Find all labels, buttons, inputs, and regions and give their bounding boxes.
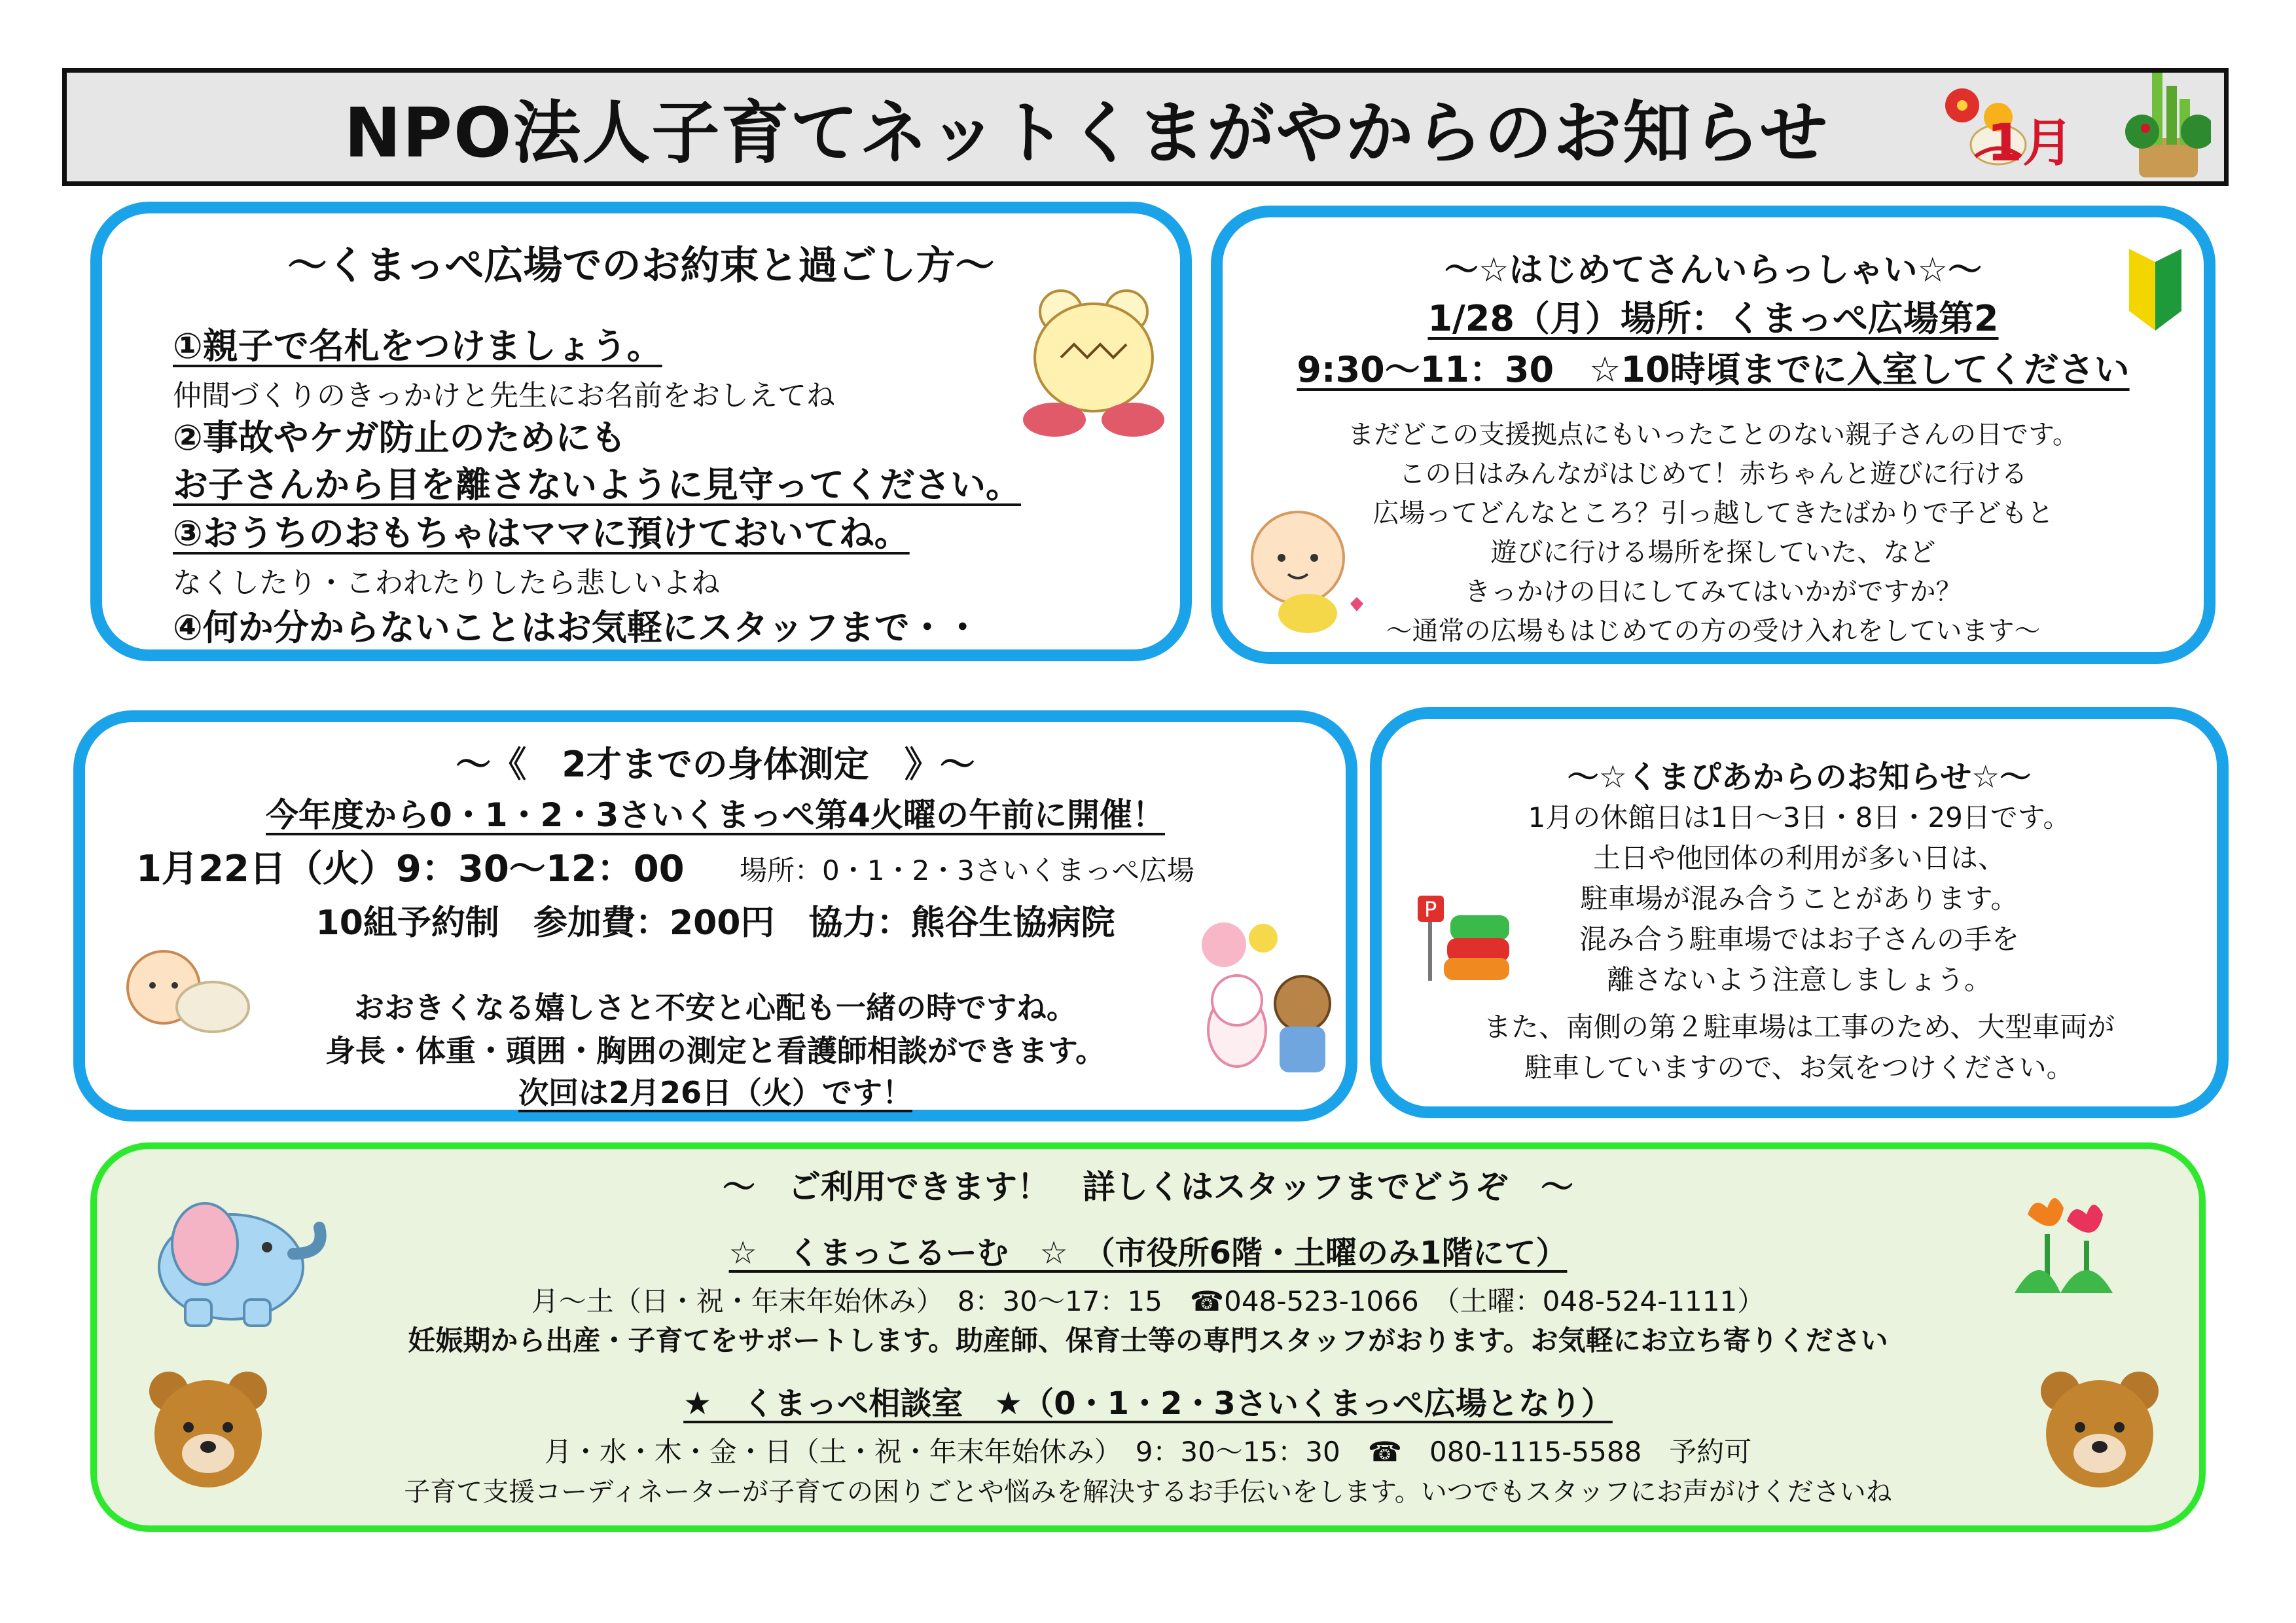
first-timer-body-5: きっかけの日にしてみてはいかがですか？ — [1464, 577, 1962, 607]
measurement-body-1: おおきくなる嬉しさと不安と心配も一緒の時ですね。 — [354, 990, 1077, 1025]
rules-item-3-note: なくしたり・こわれたりしたら悲しいよね — [173, 566, 720, 600]
first-timer-body-4: 遊びに行ける場所を探していた、など — [1490, 538, 1936, 568]
measurement-box — [73, 710, 1357, 1122]
measurement-datetime: 1月22日（火）9：30～12：00 — [136, 848, 685, 890]
month-badge: 1月 — [1986, 114, 2073, 173]
measurement-subheading: 今年度から0・1・2・3さいくまっぺ第4火曜の午前に開催！ — [266, 796, 1165, 834]
bear-left-icon — [143, 1365, 274, 1496]
first-timer-box — [1211, 206, 2215, 664]
rules-item-1-note: 仲間づくりのきっかけと先生にお名前をおしえてね — [173, 379, 835, 412]
elephant-icon — [133, 1175, 329, 1332]
rules-item-2: ②事故やケガ防止のためにも — [173, 417, 626, 458]
crawling-baby-icon — [121, 938, 252, 1056]
services-heading: ～ ご利用できます！ 詳しくはスタッフまでどうぞ ～ — [723, 1168, 1573, 1206]
room2-title: ★ くまっぺ相談室 ★（0・1・2・3さいくまっぺ広場となり） — [683, 1385, 1613, 1422]
title-bar — [62, 68, 2229, 186]
parking-icon — [1411, 889, 1522, 987]
measurement-details: 10組予約制 参加費：200円 協力：熊谷生協病院 — [315, 903, 1115, 943]
first-timer-body-1: まだどこの支援拠点にもいったことのない親子さんの日です。 — [1348, 420, 2079, 450]
nurse-bear-icon — [1198, 919, 1342, 1082]
first-timer-body-6: ～通常の広場もはじめての方の受け入れをしています～ — [1386, 616, 2041, 646]
measurement-place: 場所：0・1・2・3さいくまっぺ広場 — [740, 854, 1194, 886]
measurement-heading: ～《 2才までの身体測定 》～ — [456, 744, 975, 785]
kumapia-body-6: また、南側の第２駐車場は工事のため、大型車両が — [1483, 1011, 2115, 1043]
page-title: NPO法人子育てネットくまがやからのお知らせ — [344, 93, 1829, 173]
rules-box — [90, 202, 1192, 661]
kumapia-body-2: 土日や他団体の利用が多い日は、 — [1592, 842, 2005, 874]
kumapia-body-4: 混み合う駐車場ではお子さんの手を — [1579, 923, 2019, 955]
rules-item-2-cont: お子さんから目を離さないように見守ってください。 — [173, 464, 1021, 505]
new-year-decoration-icon — [1936, 66, 2211, 184]
mascot-icon — [1015, 285, 1172, 443]
room1-hours: 月～土（日・祝・年末年始休み） 8：30～17：15 ☎048-523-1066 （土曜：048-524-1111） — [531, 1285, 1765, 1317]
room1-desc: 妊娠期から出産・子育てをサポートします。助産師、保育士等の専門スタッフがおります。お気軽にお立ち寄りください — [408, 1324, 1888, 1357]
kumapia-body-7: 駐車していますので、お気をつけください。 — [1524, 1051, 2074, 1084]
kumapia-heading: ～☆くまぴあからのお知らせ☆～ — [1567, 759, 2032, 795]
svg-text:P: P — [1424, 897, 1437, 922]
room2-hours: 月・水・木・金・日（土・祝・年末年始休み） 9：30～15：30 ☎ 080-1115-5588 予約可 — [544, 1436, 1752, 1468]
beginner-mark-icon — [2123, 249, 2188, 334]
first-timer-body-2: この日はみんながはじめて！赤ちゃんと遊びに行ける — [1399, 459, 2028, 489]
first-timer-date-place: 1/28（月）場所：くまっぺ広場第2 — [1427, 298, 1999, 339]
rules-item-4: ④何か分からないことはお気軽にスタッフまで・・ — [173, 607, 980, 648]
room1-title: ☆ くまっこるーむ ☆ （市役所6階・土曜のみ1階にて） — [728, 1235, 1568, 1271]
room2-desc: 子育て支援コーディネーターが子育ての困りごとや悩みを解決するお手伝いをします。いつでもスタッフにお声がけくださいね — [404, 1477, 1892, 1507]
tulip-icon — [1988, 1175, 2132, 1306]
first-timer-time: 9:30～11：30 ☆10時頃までに入室してください — [1297, 349, 2130, 390]
kumapia-box — [1370, 707, 2229, 1118]
rules-item-1: ①親子で名札をつけましょう。 — [173, 325, 662, 367]
measurement-next: 次回は2月26日（火）です！ — [518, 1075, 913, 1110]
first-timer-heading: ～☆はじめてさんいらっしゃい☆～ — [1444, 251, 1982, 290]
measurement-body-2: 身長・体重・頭囲・胸囲の測定と看護師相談ができます。 — [325, 1033, 1106, 1068]
rules-item-3: ③おうちのおもちゃはママに預けておいてね。 — [173, 513, 910, 554]
bear-right-icon — [2034, 1365, 2165, 1496]
first-timer-body-3: 広場ってどんなところ？引っ越してきたばかりで子どもと — [1372, 498, 2054, 528]
kumapia-body-1: 1月の休館日は1日～3日・8日・29日です。 — [1528, 801, 2071, 833]
services-box — [90, 1142, 2206, 1532]
kumapia-body-5: 離さないよう注意しましょう。 — [1606, 964, 1992, 996]
rules-heading: ～くまっぺ広場でのお約束と過ごし方～ — [287, 243, 995, 289]
kumapia-body-3: 駐車場が混み合うことがあります。 — [1580, 883, 2018, 915]
baby-icon — [1246, 505, 1370, 636]
